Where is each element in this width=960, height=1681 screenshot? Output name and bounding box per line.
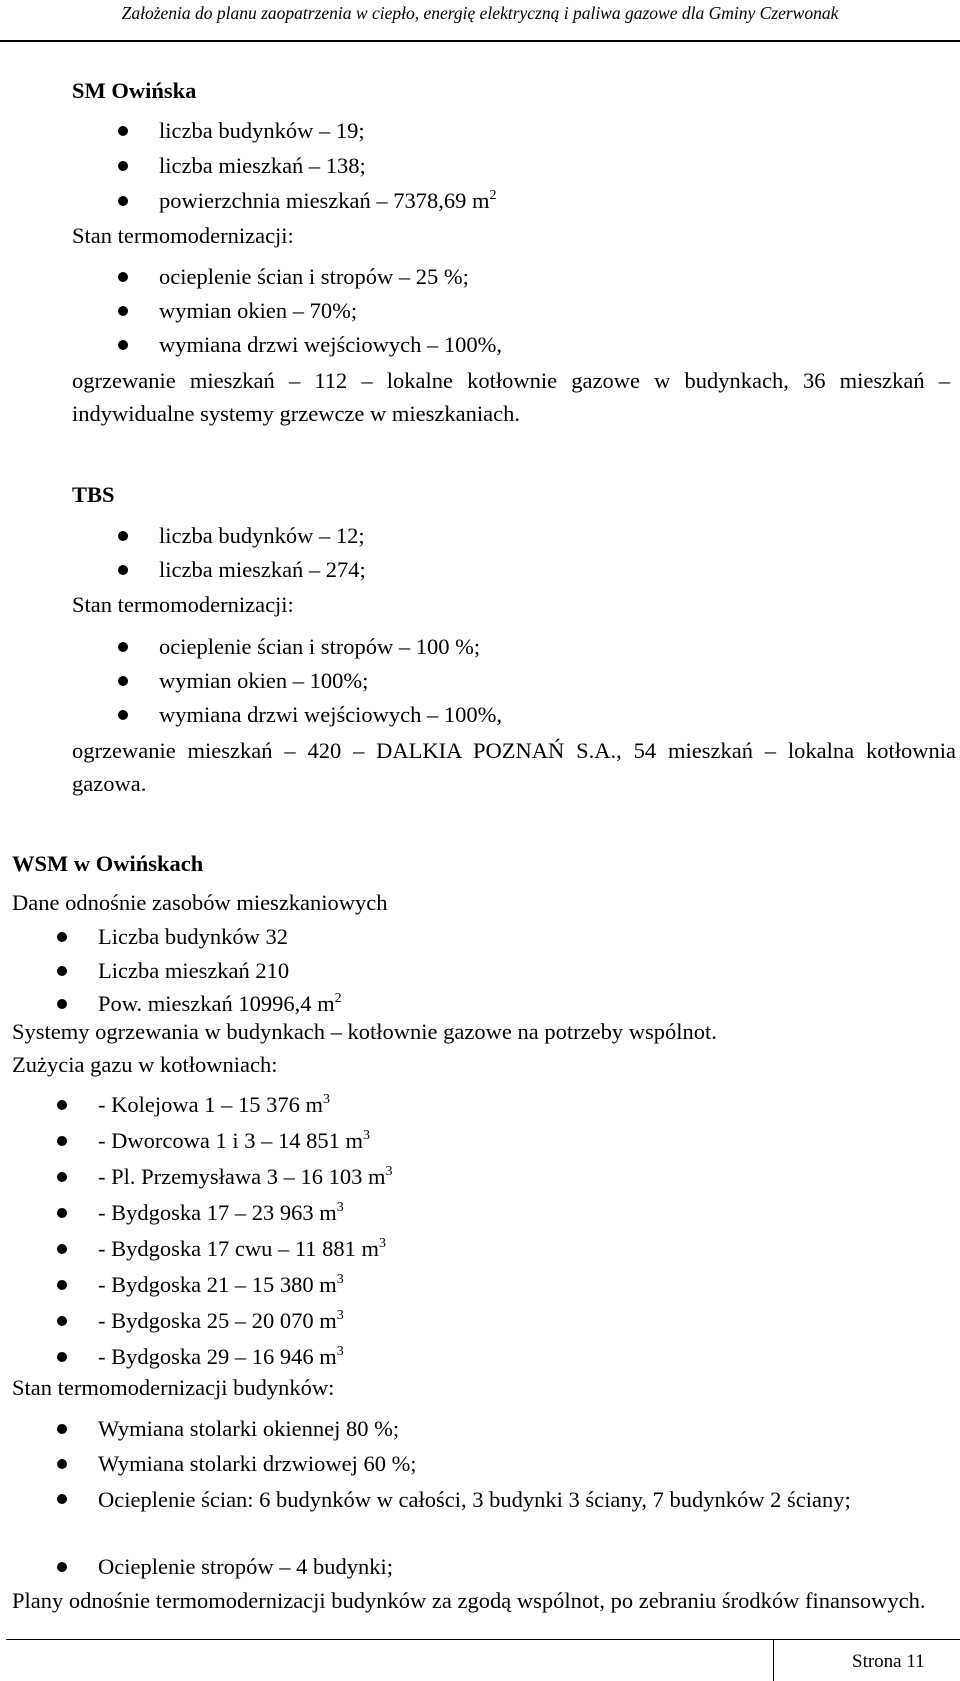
list-item: ocieplenie ścian i stropów – 25 %; [159,264,469,289]
unit-exponent: 3 [336,1307,344,1323]
list-item: liczba budynków – 19; [159,118,365,143]
list-item: Liczba mieszkań 210 [98,958,290,983]
list-item: liczba mieszkań – 274; [159,557,366,582]
gas-item [98,1125,370,1157]
unit-exponent: 3 [336,1343,344,1359]
unit-exponent: 3 [336,1271,344,1287]
bullet-icon [118,531,128,541]
section-heading-tbs: TBS [72,482,115,507]
thermo-label: Stan termomodernizacji: [72,592,294,617]
list-item: ocieplenie ścian i stropów – 100 %; [159,634,481,659]
bullet-icon [118,306,128,316]
page-number: Strona 11 [852,1651,925,1672]
unit-exponent: 3 [385,1163,393,1179]
list-item: wymiana drzwi wejściowych – 100%, [159,702,503,727]
list-item: wymian okien – 100%; [159,668,369,693]
thermo-label: Stan termomodernizacji: [72,223,294,248]
bullet-icon [57,966,67,976]
gas-usage-label: Zużycia gazu w kotłowniach: [12,1052,278,1077]
unit-exponent: 2 [334,990,342,1006]
resources-label: Dane odnośnie zasobów mieszkaniowych [12,890,388,915]
bullet-icon [57,1459,67,1469]
list-item: Wymiana stolarki okiennej 80 %; [98,1416,400,1441]
bullet-icon [57,932,67,942]
bullet-icon [57,1208,67,1218]
unit-exponent: 3 [362,1127,370,1143]
unit-exponent: 3 [379,1235,387,1251]
list-item: Liczba budynków 32 [98,924,288,949]
gas-item-text: - Bydgoska 29 – 16 946 m [98,1344,337,1369]
bullet-icon [57,1352,67,1362]
bullet-icon [118,565,128,575]
bullet-icon [118,126,128,136]
heating-systems: Systemy ogrzewania w budynkach – kotłownie gazowe na potrzeby wspólnot. [12,1019,717,1044]
gas-item-text: - Dworcowa 1 i 3 – 14 851 m [98,1128,363,1153]
gas-item-text: - Bydgoska 17 cwu – 11 881 m [98,1236,380,1261]
unit-exponent: 3 [336,1199,344,1215]
gas-item [98,1197,344,1229]
unit-exponent: 2 [489,187,497,203]
bullet-icon [118,196,128,206]
gas-item-text: - Bydgoska 21 – 15 380 m [98,1272,337,1297]
list-item: wymian okien – 70%; [159,298,358,323]
gas-item-text: - Kolejowa 1 – 15 376 m [98,1092,323,1117]
list-item: liczba mieszkań – 138; [159,153,366,178]
list-item: Wymiana stolarki drzwiowej 60 %; [98,1451,417,1476]
gas-item [98,1089,330,1121]
bullet-icon [57,1316,67,1326]
unit-exponent: 3 [322,1091,330,1107]
bullet-icon [57,999,67,1009]
bullet-icon [57,1100,67,1110]
gas-item-text: - Bydgoska 17 – 23 963 m [98,1200,337,1225]
bullet-icon [118,161,128,171]
gas-item-text: - Bydgoska 25 – 20 070 m [98,1308,337,1333]
gas-item [98,1233,386,1265]
bullet-icon [57,1280,67,1290]
footer-rule [6,1639,960,1640]
bullet-icon [118,340,128,350]
list-item-text: Pow. mieszkań 10996,4 m [98,991,335,1016]
bullet-icon [57,1136,67,1146]
bullet-icon [57,1494,67,1504]
bullet-icon [118,710,128,720]
list-item: Ocieplenie stropów – 4 budynki; [98,1554,393,1579]
bullet-icon [57,1424,67,1434]
gas-item [98,1341,344,1373]
list-item: wymiana drzwi wejściowych – 100%, [159,332,503,357]
section-heading-sm-owinska: SM Owińska [72,78,197,103]
heating-paragraph: ogrzewanie mieszkań – 420 – DALKIA POZNAŃ S.A., 54 mieszkań – lokalna kotłownia gazowa. [72,738,956,796]
bullet-icon [57,1172,67,1182]
gas-item [98,1269,344,1301]
bullet-icon [118,676,128,686]
page-header [0,0,960,42]
thermo-label: Stan termomodernizacji budynków: [12,1375,335,1400]
bullet-icon [57,1562,67,1572]
bullet-icon [57,1244,67,1254]
plans-paragraph: Plany odnośnie termomodernizacji budynków za zgodą wspólnot, po zebraniu środków finansowych. [12,1588,926,1613]
document-title: Założenia do planu zaopatrzenia w ciepło, energię elektryczną i paliwa gazowe dla Gminy Czerwonak [121,3,839,23]
section-heading-wsm: WSM w Owińskach [12,851,204,876]
gas-item [98,1305,344,1337]
gas-item-text: - Pl. Przemysława 3 – 16 103 m [98,1164,386,1189]
footer-divider [773,1640,774,1681]
heating-paragraph: ogrzewanie mieszkań – 112 – lokalne kotłownie gazowe w budynkach, 36 mieszkań – indywidualne systemy grzewcze w mieszkaniach. [72,368,950,426]
list-item: Ocieplenie ścian: 6 budynków w całości, 3 budynki 3 ściany, 7 budynków 2 ściany; [98,1487,851,1512]
list-item [159,185,497,217]
bullet-icon [118,272,128,282]
bullet-icon [118,642,128,652]
list-item-text: powierzchnia mieszkań – 7378,69 m [159,188,490,213]
list-item: liczba budynków – 12; [159,523,365,548]
gas-item [98,1161,392,1193]
